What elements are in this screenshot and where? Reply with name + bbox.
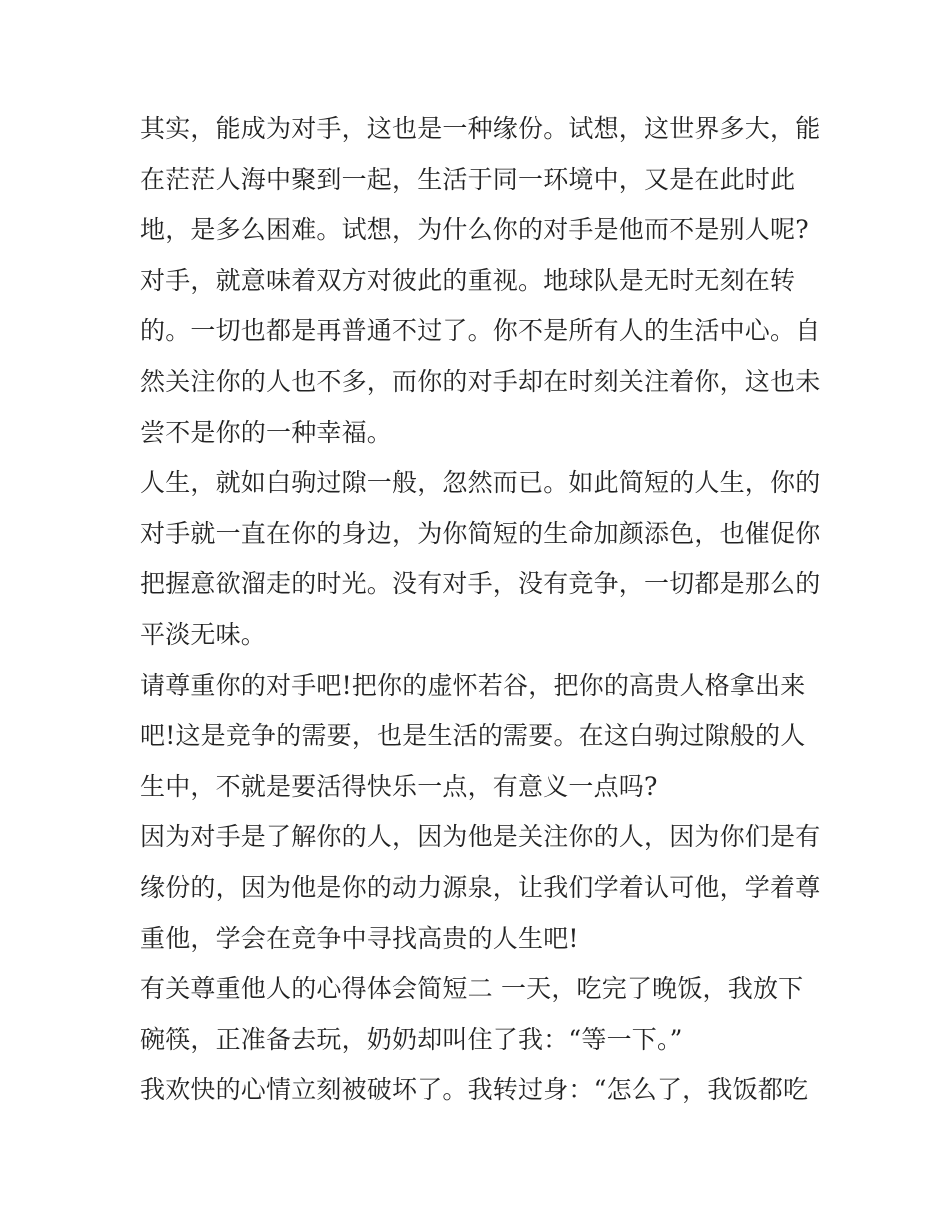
text-line: 人生，就如白驹过隙一般，忽然而已。如此简短的人生，你的 — [140, 468, 821, 498]
text-line: 生中，不就是要活得快乐一点，有意义一点吗? — [140, 771, 658, 801]
text-line: 然关注你的人也不多，而你的对手却在时刻关注着你，这也未 — [140, 366, 821, 396]
text-line: 请尊重你的对手吧!把你的虚怀若谷，把你的高贵人格拿出来 — [140, 670, 806, 700]
text-line: 在茫茫人海中聚到一起，生活于同一环境中，又是在此时此 — [140, 164, 796, 194]
text-line: 尝不是你的一种幸福。 — [140, 417, 393, 447]
text-line: 其实，能成为对手，这也是一种缘份。试想，这世界多大，能 — [140, 114, 821, 143]
text-line: 地，是多么困难。试想，为什么你的对手是他而不是别人呢? — [140, 215, 809, 245]
text-line: 碗筷，正准备去玩，奶奶却叫住了我：“等一下。” — [140, 1024, 683, 1054]
text-line: 我欢快的心情立刻被破坏了。我转过身：“怎么了，我饭都吃 — [140, 1075, 809, 1105]
text-line: 因为对手是了解你的人，因为他是关注你的人，因为你们是有 — [140, 822, 821, 852]
text-line: 缘份的，因为他是你的动力源泉，让我们学着认可他，学着尊 — [140, 872, 821, 902]
text-line: 有关尊重他人的心得体会简短二 一天，吃完了晚饭，我放下 — [140, 974, 804, 1004]
text-line: 把握意欲溜走的时光。没有对手，没有竞争，一切都是那么的 — [140, 569, 821, 599]
text-line: 的。一切也都是再普通不过了。你不是所有人的生活中心。自 — [140, 316, 821, 346]
text-line: 重他，学会在竞争中寻找高贵的人生吧! — [140, 923, 579, 953]
document-body — [140, 104, 820, 1116]
text-line: 吧!这是竞争的需要，也是生活的需要。在这白驹过隙般的人 — [140, 721, 806, 751]
text-line: 对手，就意味着双方对彼此的重视。地球队是无时无刻在转 — [140, 265, 796, 295]
text-line: 对手就一直在你的身边，为你简短的生命加颜添色，也催促你 — [140, 518, 821, 548]
text-line: 平淡无味。 — [140, 619, 267, 649]
